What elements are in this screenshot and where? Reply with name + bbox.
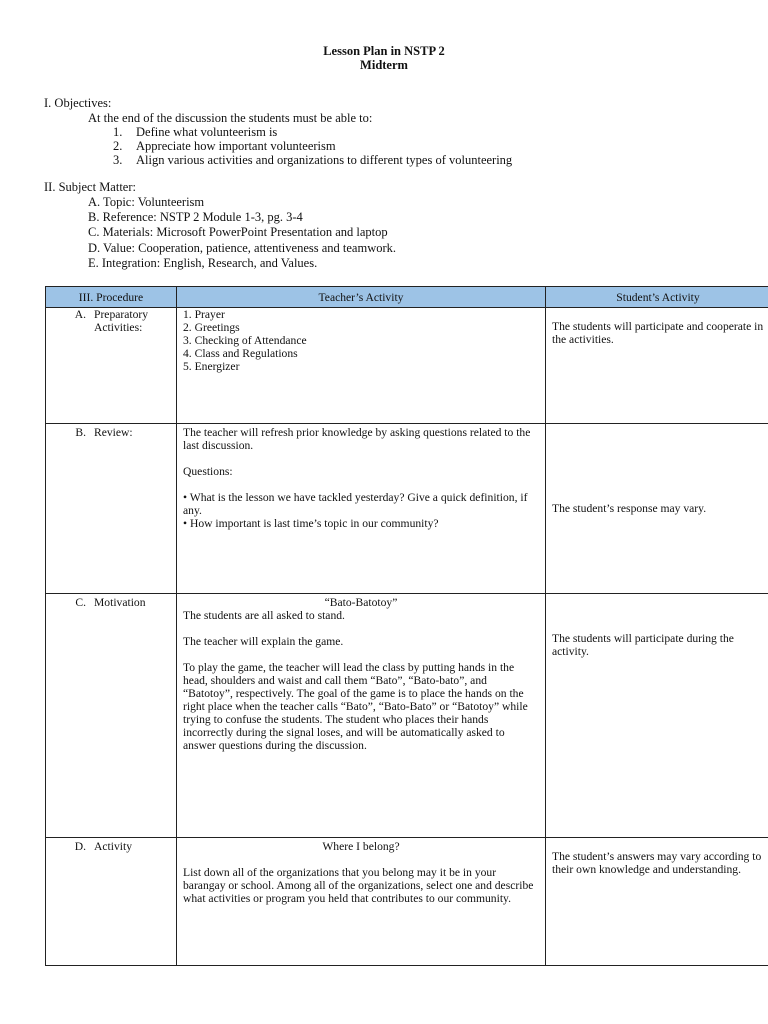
objectives-intro: At the end of the discussion the students must be able to: [88,111,373,125]
procedure-cell: C. Motivation [46,594,177,838]
teacher-activity-cell: “Bato-Batotoy” The students are all asked to stand. The teacher will explain the game. To play the game, the teacher will lead the class by putting hands in the head, shoulders and waist and call them “Bato”, “Bato-bato”, and “Batotoy”, respectively. The goal of the game is to place the hands on the right place when the teacher calls “Bato”, “Bato-Bato” or “Batotoy” while trying to confuse the students. The student who places their hands incorrectly during the signal loses, and will be automatically asked to answer questions during the discussion. [177,594,546,838]
document-title [0,44,768,72]
subject-materials: C. Materials: Microsoft PowerPoint Presentation and laptop [88,225,388,240]
student-activity-cell: The students will participate during the activity. [546,594,768,838]
student-activity-cell: The students will participate and cooperate in the activities. [546,308,768,424]
objective-item: 3. Align various activities and organizations to different types of volunteering [113,153,513,167]
procedure-table [45,286,768,966]
student-activity-column-header: Student’s Activity [546,287,768,308]
lesson-plan-title: Lesson Plan in NSTP 2 [323,44,445,58]
objective-item: 1. Define what volunteerism is [113,125,278,139]
teacher-activity-cell: 1. Prayer 2. Greetings 3. Checking of Attendance 4. Class and Regulations 5. Energizer [177,308,546,424]
subject-matter-list [88,195,396,271]
activity-title: Where I belong? [322,840,400,853]
procedure-header-row [46,287,768,308]
table-row [46,424,768,594]
student-activity-cell: The student’s answers may vary according to their own knowledge and understanding. [546,838,768,966]
student-activity-cell: The student’s response may vary. [546,424,768,594]
table-row [46,838,768,966]
procedure-column-header: III. Procedure [46,287,177,308]
table-row [46,308,768,424]
teacher-activity-cell: The teacher will refresh prior knowledge by asking questions related to the last discussion. Questions: • What is the lesson we have tackled yesterday? Give a quick definition, if any. • How important is last time’s topic in our community? [177,424,546,594]
subject-integration: E. Integration: English, Research, and Values. [88,255,318,270]
objectives-heading: I. Objectives: [44,96,112,110]
teacher-activity-column-header: Teacher’s Activity [177,287,546,308]
procedure-cell: B. Review: [46,424,177,594]
procedure-label: Preparatory Activities: [94,308,149,334]
lesson-plan-subtitle: Midterm [360,58,408,72]
procedure-cell: D. Activity [46,838,177,966]
subject-value: D. Value: Cooperation, patience, attentiveness and teamwork. [88,240,397,255]
procedure-label: Motivation [94,596,146,609]
procedure-label: Review: [94,426,133,439]
procedure-label: Activity [94,840,132,853]
objectives-list [113,125,512,167]
activity-title: “Bato-Batotoy” [324,596,398,609]
teacher-activity-cell: Where I belong? List down all of the organizations that you belong may it be in your barangay or school. Among all of the organizations, select one and describe what activities or program you held that contributes to our community. [177,838,546,966]
procedure-cell: A. Preparatory Activities: [46,308,177,424]
objective-item: 2. Appreciate how important volunteerism [113,139,336,153]
subject-matter-heading: II. Subject Matter: [44,180,136,194]
subject-reference: B. Reference: NSTP 2 Module 1-3, pg. 3-4 [88,210,303,225]
table-row [46,594,768,838]
subject-topic: A. Topic: Volunteerism [88,195,205,209]
